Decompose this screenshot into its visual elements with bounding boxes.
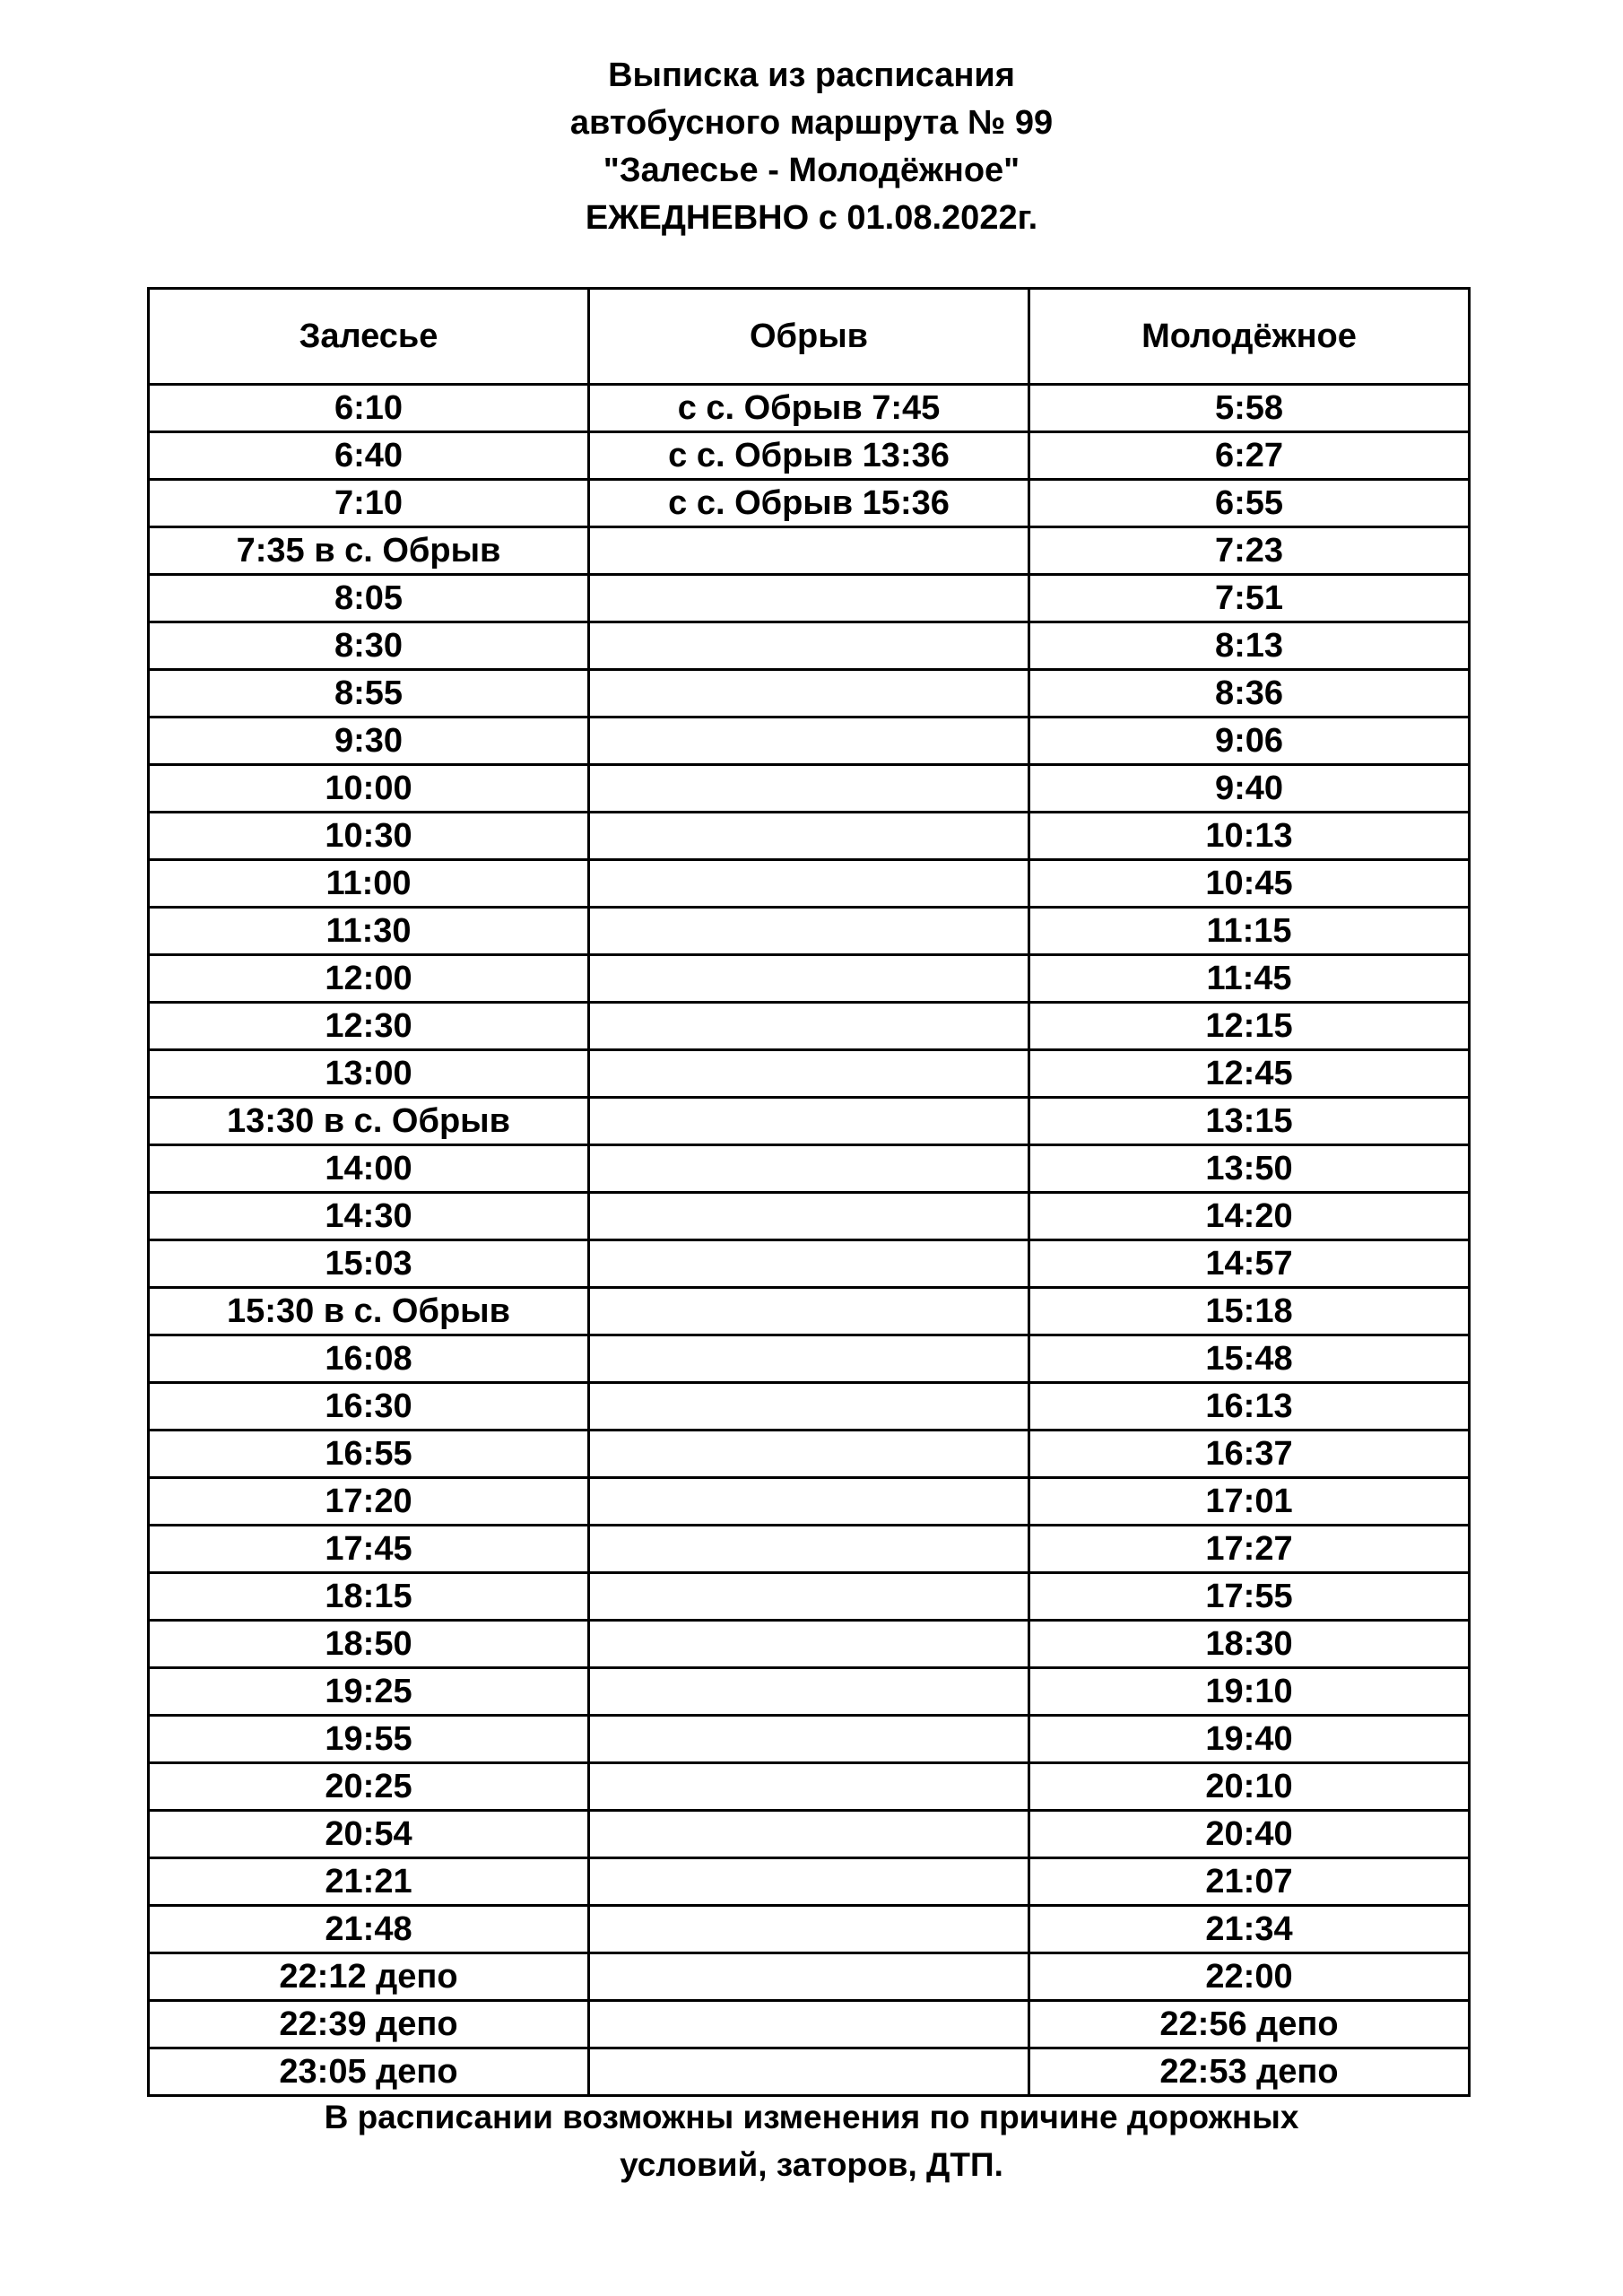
cell-obryv: [589, 1003, 1029, 1050]
cell-obryv: [589, 670, 1029, 718]
cell-zalesye: 8:05: [149, 575, 589, 622]
cell-molodezhnoe: 17:27: [1029, 1526, 1470, 1573]
table-row: [149, 1050, 1470, 1098]
table-row: [149, 1431, 1470, 1478]
cell-obryv: с с. Обрыв 7:45: [589, 385, 1029, 432]
cell-obryv: [589, 622, 1029, 670]
cell-obryv: [589, 1288, 1029, 1335]
cell-molodezhnoe: 20:40: [1029, 1811, 1470, 1858]
title-line: автобусного маршрута № 99: [569, 104, 1054, 142]
cell-molodezhnoe: 10:13: [1029, 813, 1470, 860]
cell-molodezhnoe: 17:55: [1029, 1573, 1470, 1621]
cell-molodezhnoe: 6:27: [1029, 432, 1470, 480]
cell-obryv: [589, 1431, 1029, 1478]
cell-obryv: [589, 1098, 1029, 1145]
table-row: [149, 575, 1470, 622]
table-row: [149, 1240, 1470, 1288]
table-row: [149, 1383, 1470, 1431]
table-row: [149, 1953, 1470, 2001]
document-title: [0, 52, 1623, 242]
table-row: [149, 1288, 1470, 1335]
cell-molodezhnoe: 7:23: [1029, 527, 1470, 575]
table-row: [149, 955, 1470, 1003]
cell-molodezhnoe: 8:36: [1029, 670, 1470, 718]
cell-zalesye: 16:08: [149, 1335, 589, 1383]
cell-obryv: [589, 860, 1029, 908]
cell-obryv: [589, 2001, 1029, 2048]
cell-molodezhnoe: 11:45: [1029, 955, 1470, 1003]
cell-obryv: [589, 527, 1029, 575]
cell-molodezhnoe: 8:13: [1029, 622, 1470, 670]
cell-obryv: [589, 1193, 1029, 1240]
cell-zalesye: 23:05 депо: [149, 2048, 589, 2096]
title-line: "Залесье - Молодёжное": [603, 152, 1020, 189]
cell-zalesye: 17:20: [149, 1478, 589, 1526]
cell-zalesye: 10:30: [149, 813, 589, 860]
cell-zalesye: 8:55: [149, 670, 589, 718]
table-row: [149, 1526, 1470, 1573]
cell-molodezhnoe: 12:45: [1029, 1050, 1470, 1098]
table-row: [149, 908, 1470, 955]
cell-molodezhnoe: 6:55: [1029, 480, 1470, 527]
cell-zalesye: 20:25: [149, 1763, 589, 1811]
cell-molodezhnoe: 14:20: [1029, 1193, 1470, 1240]
cell-obryv: [589, 1621, 1029, 1668]
table-row: [149, 527, 1470, 575]
header-row: [149, 289, 1470, 385]
cell-zalesye: 15:03: [149, 1240, 589, 1288]
footer-line: В расписании возможны изменения по причине дорожных: [324, 2099, 1299, 2135]
table-row: [149, 1763, 1470, 1811]
cell-obryv: [589, 1763, 1029, 1811]
cell-molodezhnoe: 9:40: [1029, 765, 1470, 813]
cell-molodezhnoe: 21:07: [1029, 1858, 1470, 1906]
cell-molodezhnoe: 22:00: [1029, 1953, 1470, 2001]
cell-molodezhnoe: 17:01: [1029, 1478, 1470, 1526]
cell-molodezhnoe: 20:10: [1029, 1763, 1470, 1811]
table-row: [149, 1858, 1470, 1906]
table-row: [149, 1811, 1470, 1858]
cell-obryv: [589, 955, 1029, 1003]
cell-molodezhnoe: 15:18: [1029, 1288, 1470, 1335]
table-row: [149, 813, 1470, 860]
cell-obryv: [589, 1526, 1029, 1573]
cell-obryv: [589, 1716, 1029, 1763]
cell-obryv: [589, 1573, 1029, 1621]
column-header-zalesye: Залесье: [149, 289, 589, 385]
table-row: [149, 385, 1470, 432]
cell-molodezhnoe: 22:53 депо: [1029, 2048, 1470, 2096]
cell-zalesye: 12:00: [149, 955, 589, 1003]
cell-zalesye: 22:12 депо: [149, 1953, 589, 2001]
cell-zalesye: 7:10: [149, 480, 589, 527]
cell-molodezhnoe: 19:10: [1029, 1668, 1470, 1716]
cell-obryv: [589, 1383, 1029, 1431]
table-row: [149, 1621, 1470, 1668]
table-row: [149, 1003, 1470, 1050]
table-row: [149, 1573, 1470, 1621]
cell-obryv: [589, 813, 1029, 860]
cell-obryv: [589, 765, 1029, 813]
table-row: [149, 1145, 1470, 1193]
cell-molodezhnoe: 11:15: [1029, 908, 1470, 955]
table-row: [149, 1098, 1470, 1145]
table-row: [149, 480, 1470, 527]
table-row: [149, 1716, 1470, 1763]
cell-molodezhnoe: 16:37: [1029, 1431, 1470, 1478]
cell-obryv: [589, 718, 1029, 765]
cell-molodezhnoe: 21:34: [1029, 1906, 1470, 1953]
cell-obryv: [589, 1906, 1029, 1953]
table-body: [149, 385, 1470, 2096]
cell-molodezhnoe: 22:56 депо: [1029, 2001, 1470, 2048]
cell-zalesye: 18:15: [149, 1573, 589, 1621]
cell-zalesye: 21:21: [149, 1858, 589, 1906]
cell-obryv: [589, 1335, 1029, 1383]
cell-zalesye: 19:25: [149, 1668, 589, 1716]
cell-zalesye: 14:30: [149, 1193, 589, 1240]
table-row: [149, 1478, 1470, 1526]
cell-molodezhnoe: 16:13: [1029, 1383, 1470, 1431]
title-line: Выписка из расписания: [608, 57, 1015, 94]
cell-zalesye: 14:00: [149, 1145, 589, 1193]
title-line: ЕЖЕДНЕВНО с 01.08.2022г.: [585, 199, 1038, 237]
table-row: [149, 1906, 1470, 1953]
table-row: [149, 622, 1470, 670]
cell-zalesye: 7:35 в с. Обрыв: [149, 527, 589, 575]
cell-zalesye: 17:45: [149, 1526, 589, 1573]
cell-molodezhnoe: 5:58: [1029, 385, 1470, 432]
cell-obryv: [589, 2048, 1029, 2096]
cell-molodezhnoe: 10:45: [1029, 860, 1470, 908]
cell-zalesye: 13:30 в с. Обрыв: [149, 1098, 589, 1145]
cell-molodezhnoe: 7:51: [1029, 575, 1470, 622]
table-row: [149, 860, 1470, 908]
cell-zalesye: 6:10: [149, 385, 589, 432]
cell-zalesye: 13:00: [149, 1050, 589, 1098]
cell-zalesye: 6:40: [149, 432, 589, 480]
cell-zalesye: 11:00: [149, 860, 589, 908]
column-header-obryv: Обрыв: [589, 289, 1029, 385]
cell-obryv: [589, 575, 1029, 622]
cell-zalesye: 16:30: [149, 1383, 589, 1431]
cell-molodezhnoe: 19:40: [1029, 1716, 1470, 1763]
table-row: [149, 1668, 1470, 1716]
cell-zalesye: 21:48: [149, 1906, 589, 1953]
schedule-table: [147, 287, 1471, 2097]
cell-molodezhnoe: 9:06: [1029, 718, 1470, 765]
cell-obryv: [589, 908, 1029, 955]
cell-molodezhnoe: 18:30: [1029, 1621, 1470, 1668]
cell-zalesye: 20:54: [149, 1811, 589, 1858]
footer-line: условий, заторов, ДТП.: [620, 2146, 1003, 2183]
cell-molodezhnoe: 12:15: [1029, 1003, 1470, 1050]
cell-obryv: [589, 1145, 1029, 1193]
cell-zalesye: 16:55: [149, 1431, 589, 1478]
cell-zalesye: 12:30: [149, 1003, 589, 1050]
table-row: [149, 670, 1470, 718]
cell-obryv: [589, 1858, 1029, 1906]
cell-zalesye: 9:30: [149, 718, 589, 765]
column-header-molodezhnoe: Молодёжное: [1029, 289, 1470, 385]
cell-zalesye: 15:30 в с. Обрыв: [149, 1288, 589, 1335]
cell-obryv: [589, 1050, 1029, 1098]
cell-molodezhnoe: 14:57: [1029, 1240, 1470, 1288]
cell-molodezhnoe: 13:50: [1029, 1145, 1470, 1193]
cell-obryv: [589, 1953, 1029, 2001]
table-header: [149, 289, 1470, 385]
cell-molodezhnoe: 13:15: [1029, 1098, 1470, 1145]
table-row: [149, 1193, 1470, 1240]
table-row: [149, 765, 1470, 813]
cell-molodezhnoe: 15:48: [1029, 1335, 1470, 1383]
cell-obryv: [589, 1240, 1029, 1288]
cell-obryv: [589, 1811, 1029, 1858]
footer-note: [0, 2093, 1623, 2188]
table-row: [149, 718, 1470, 765]
cell-obryv: [589, 1668, 1029, 1716]
cell-zalesye: 11:30: [149, 908, 589, 955]
cell-zalesye: 10:00: [149, 765, 589, 813]
cell-zalesye: 8:30: [149, 622, 589, 670]
cell-obryv: с с. Обрыв 13:36: [589, 432, 1029, 480]
table-row: [149, 432, 1470, 480]
cell-zalesye: 19:55: [149, 1716, 589, 1763]
cell-obryv: [589, 1478, 1029, 1526]
table-row: [149, 2001, 1470, 2048]
cell-zalesye: 22:39 депо: [149, 2001, 589, 2048]
cell-zalesye: 18:50: [149, 1621, 589, 1668]
cell-obryv: с с. Обрыв 15:36: [589, 480, 1029, 527]
table-row: [149, 1335, 1470, 1383]
table-row: [149, 2048, 1470, 2096]
